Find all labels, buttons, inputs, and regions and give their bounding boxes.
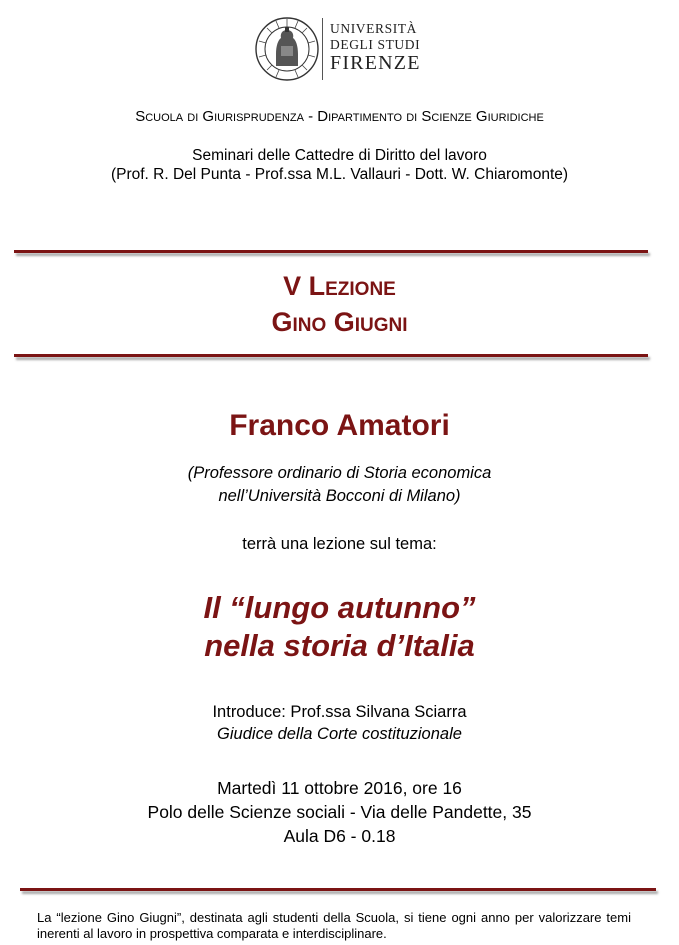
university-wordmark bbox=[330, 22, 421, 73]
seminars-line-1: Seminari delle Cattedre di Diritto del lavoro bbox=[192, 147, 487, 164]
introducer-name: Introduce: Prof.ssa Silvana Sciarra bbox=[212, 703, 467, 721]
affiliation-line-1: (Professore ordinario di Storia economica bbox=[187, 464, 492, 482]
lecture-title bbox=[0, 268, 679, 340]
talk-title bbox=[0, 589, 679, 665]
university-seal-icon bbox=[254, 16, 320, 82]
middle-divider bbox=[14, 354, 648, 357]
event-venue: Polo delle Scienze sociali - Via delle Pandette, 35 bbox=[147, 802, 532, 822]
wordmark-line-2: DEGLI STUDI bbox=[330, 36, 421, 52]
lecture-title-line-2: Gino Giugni bbox=[271, 307, 408, 337]
introducer-role: Giudice della Corte costituzionale bbox=[217, 725, 462, 743]
introducer bbox=[0, 701, 679, 745]
speaker-name: Franco Amatori bbox=[229, 409, 450, 442]
talk-title-line-2: nella storia d’Italia bbox=[204, 628, 475, 663]
event-details bbox=[0, 776, 679, 848]
footer-note: La “lezione Gino Giugni”, destinata agli studenti della Scuola, si tiene ogni anno per valorizzare temi inerenti al lavoro in prospettiva comparata e interdisciplinare. bbox=[37, 910, 631, 941]
lecture-title-line-1: V Lezione bbox=[283, 271, 396, 301]
school-department: Scuola di Giurisprudenza - Dipartimento di Scienze Giuridiche bbox=[135, 108, 544, 125]
wordmark-line-1: UNIVERSITÀ bbox=[330, 21, 417, 36]
affiliation-line-2: nell’Università Bocconi di Milano) bbox=[218, 487, 461, 505]
bottom-divider bbox=[20, 888, 656, 891]
lecture-intro: terrà una lezione sul tema: bbox=[242, 535, 437, 553]
seminars-line-2: (Prof. R. Del Punta - Prof.ssa M.L. Vallauri - Dott. W. Chiaromonte) bbox=[110, 166, 569, 183]
wordmark-line-3: FIRENZE bbox=[330, 52, 421, 74]
university-logo bbox=[254, 16, 424, 82]
seminars-heading bbox=[0, 146, 679, 184]
logo-divider bbox=[322, 18, 323, 80]
speaker-affiliation bbox=[0, 462, 679, 508]
talk-title-line-1: Il “lungo autunno” bbox=[203, 590, 476, 625]
top-divider bbox=[14, 250, 648, 253]
event-datetime: Martedì 11 ottobre 2016, ore 16 bbox=[217, 778, 462, 798]
event-room: Aula D6 - 0.18 bbox=[283, 826, 396, 846]
